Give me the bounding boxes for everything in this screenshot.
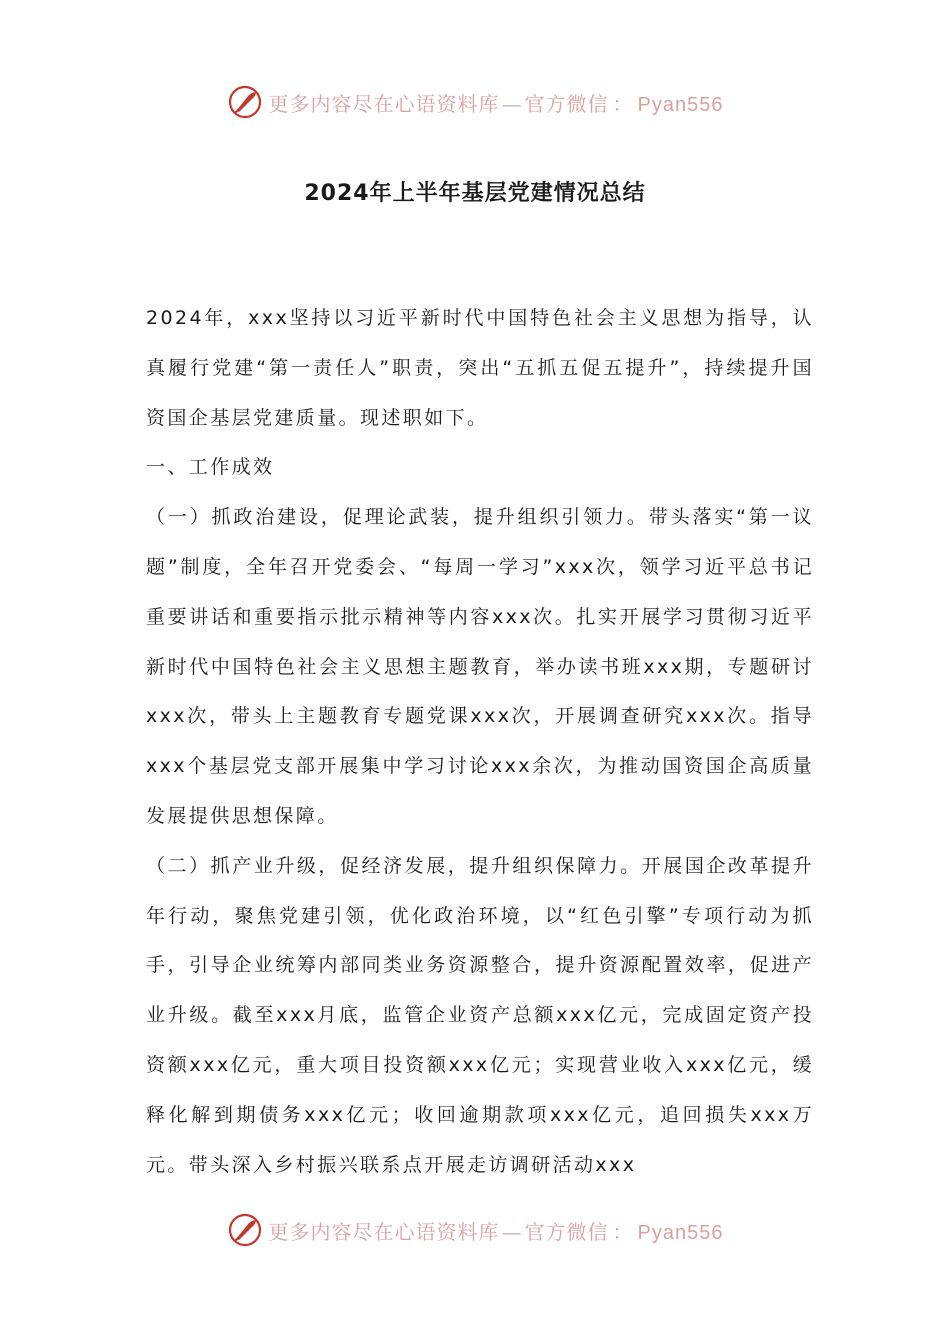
quill-logo-icon bbox=[227, 1212, 263, 1248]
section-heading: 一、工作成效 bbox=[146, 456, 275, 479]
watermark-wechat-id: Pyan556 bbox=[637, 93, 724, 116]
watermark-colon: ： bbox=[612, 91, 634, 116]
watermark-site-text: 更多内容尽在心语资料库 bbox=[268, 1219, 500, 1244]
watermark-separator: — bbox=[501, 91, 523, 116]
watermark-wechat-label: 官方微信 bbox=[524, 1219, 609, 1244]
watermark-text bbox=[269, 1216, 724, 1245]
quill-logo-icon bbox=[227, 84, 263, 120]
document-title: 2024年上半年基层党建情况总结 bbox=[304, 181, 646, 206]
watermark-site-text: 更多内容尽在心语资料库 bbox=[268, 91, 500, 116]
watermark-wechat-label: 官方微信 bbox=[524, 91, 609, 116]
watermark-colon: ： bbox=[612, 1219, 634, 1244]
body-paragraph: （二）抓产业升级，促经济发展，提升组织保障力。开展国企改革提升年行动，聚焦党建引领，优化政治环境，以“红色引擎”专项行动为抓手，引导企业统筹内部同类业务资源整合，提升资源配置效率，促进产业升级。截至xxx月底，监管企业资产总额xxx亿元，完成固定资产投资额xxx亿元，重大项目投资额xxx亿元；实现营业收入xxx亿元，缓释化解到期债务xxx亿元；收回逾期款项xxx亿元，追回损失xxx万元。带头深入乡村振兴联系点开展走访调研活动xxx bbox=[146, 854, 814, 1176]
footer-watermark-banner bbox=[0, 1208, 950, 1252]
document-body bbox=[146, 294, 814, 1190]
watermark-separator: — bbox=[501, 1219, 523, 1244]
header-watermark-banner bbox=[0, 80, 950, 124]
intro-paragraph: 2024年，xxx坚持以习近平新时代中国特色社会主义思想为指导，认真履行党建“第一责任人”职责，突出“五抓五促五提升”，持续提升国资国企基层党建质量。现述职如下。 bbox=[146, 307, 814, 429]
watermark-text bbox=[269, 88, 724, 117]
watermark-wechat-id: Pyan556 bbox=[637, 1221, 724, 1244]
body-paragraph: （一）抓政治建设，促理论武装，提升组织引领力。带头落实“第一议题”制度，全年召开党委会、“每周一学习”xxx次，领学习近平总书记重要讲话和重要指示批示精神等内容xxx次。扎实开展学习贯彻习近平新时代中国特色社会主义思想主题教育，举办读书班xxx期，专题研讨xxx次，带头上主题教育专题党课xxx次，开展调查研究xxx次。指导xxx个基层党支部开展集中学习讨论xxx余次，为推动国资国企高质量发展提供思想保障。 bbox=[146, 506, 814, 827]
